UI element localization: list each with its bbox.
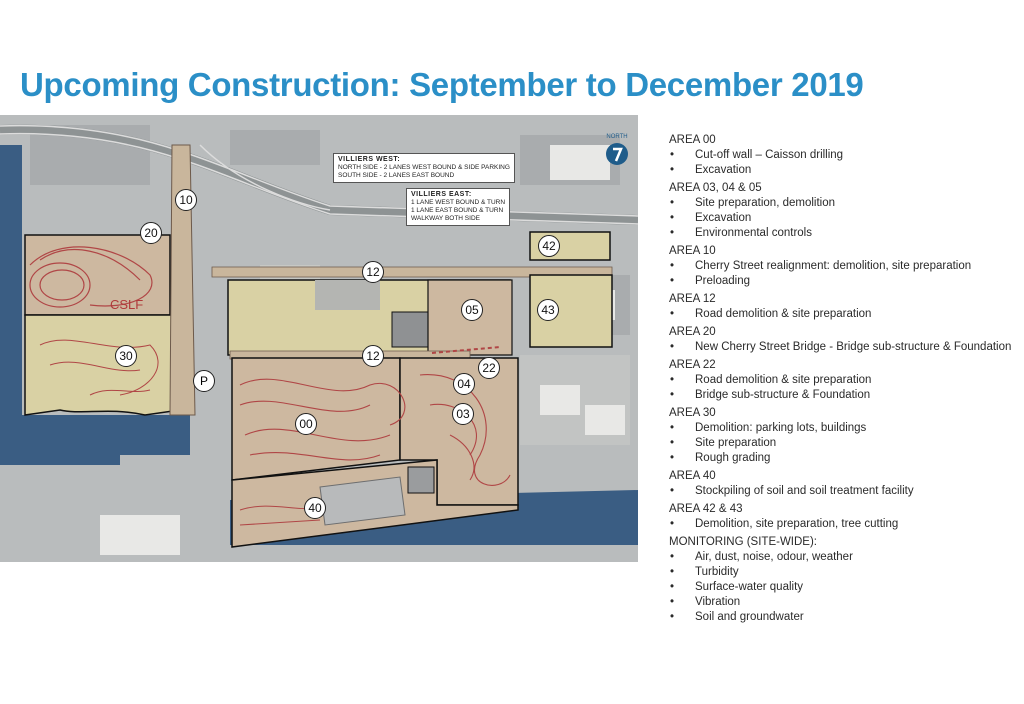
bullet-icon: •: [670, 227, 675, 239]
villiers-east-heading: VILLIERS EAST:: [411, 191, 472, 198]
parking-marker: P: [193, 370, 215, 392]
villiers-east-line-1: 1 LANE WEST BOUND & TURN: [411, 199, 506, 206]
bullet-icon: •: [670, 212, 675, 224]
zone-30: [25, 315, 180, 415]
area-marker-40: 40: [304, 497, 326, 519]
legend-section: [669, 469, 1021, 499]
legend-item: [669, 421, 1021, 436]
legend-section: [669, 358, 1021, 403]
area-marker-10: 10: [175, 189, 197, 211]
bullet-icon: •: [670, 551, 675, 563]
legend-item-text: Demolition: parking lots, buildings: [695, 422, 867, 434]
legend-heading: AREA 12: [669, 293, 716, 305]
legend-item-text: Environmental controls: [695, 227, 812, 239]
legend-item: [669, 211, 1021, 226]
legend-item: [669, 565, 1021, 580]
north-label: NORTH: [606, 134, 628, 140]
bullet-icon: •: [670, 197, 675, 209]
bullet-icon: •: [670, 437, 675, 449]
villiers-west-heading: VILLIERS WEST:: [338, 156, 401, 163]
villiers-west-line-1: NORTH SIDE - 2 LANES WEST BOUND & SIDE PARKING: [338, 164, 510, 171]
legend-item: [669, 595, 1021, 610]
legend-item: [669, 163, 1021, 178]
legend-heading: AREA 00: [669, 134, 716, 146]
cherry-street: [170, 145, 195, 415]
legend-item: [669, 196, 1021, 211]
bullet-icon: •: [670, 260, 675, 272]
legend-item: [669, 373, 1021, 388]
legend-heading: MONITORING (SITE-WIDE):: [669, 536, 818, 548]
legend-heading: AREA 30: [669, 407, 716, 419]
bullet-icon: •: [670, 308, 675, 320]
area-marker-22: 22: [478, 357, 500, 379]
legend-item: [669, 436, 1021, 451]
zone-cslf: [25, 235, 170, 315]
area-marker-20: 20: [140, 222, 162, 244]
area-marker-05: 05: [461, 299, 483, 321]
legend-item-text: Air, dust, noise, odour, weather: [695, 551, 853, 563]
area-marker-12-upper: 12: [362, 261, 384, 283]
bullet-icon: •: [670, 596, 675, 608]
area-marker-00: 00: [295, 413, 317, 435]
legend-section: [669, 502, 1021, 532]
legend-item-text: Vibration: [695, 596, 741, 608]
bullet-icon: •: [670, 611, 675, 623]
villiers-east-callout: [406, 188, 510, 226]
page-title: Upcoming Construction: September to December 2019: [20, 66, 864, 103]
site-map: [0, 115, 638, 562]
villiers-west-line-2: SOUTH SIDE - 2 LANES EAST BOUND: [338, 172, 455, 179]
legend-item-text: Bridge sub-structure & Foundation: [695, 389, 871, 401]
bullet-icon: •: [670, 275, 675, 287]
legend-heading: AREA 40: [669, 470, 716, 482]
legend-item-text: Excavation: [695, 164, 752, 176]
legend-heading: AREA 10: [669, 245, 716, 257]
legend-item: [669, 610, 1021, 625]
legend-item: [669, 226, 1021, 241]
legend-section: [669, 133, 1021, 178]
bullet-icon: •: [670, 341, 675, 353]
legend-item-text: Road demolition & site preparation: [695, 308, 872, 320]
legend-item-text: Cherry Street realignment: demolition, site preparation: [695, 260, 972, 272]
area-marker-03: 03: [452, 403, 474, 425]
legend-section: [669, 292, 1021, 322]
legend-item-text: Rough grading: [695, 452, 771, 464]
legend-item: [669, 340, 1021, 355]
area-marker-43: 43: [537, 299, 559, 321]
legend-item-text: New Cherry Street Bridge - Bridge sub-structure & Foundation: [695, 341, 1012, 353]
bullet-icon: •: [670, 389, 675, 401]
legend-item: [669, 259, 1021, 274]
bullet-icon: •: [670, 581, 675, 593]
legend-heading: AREA 03, 04 & 05: [669, 182, 762, 194]
legend-item: [669, 274, 1021, 289]
legend-section: [669, 181, 1021, 241]
bullet-icon: •: [670, 452, 675, 464]
bullet-icon: •: [670, 164, 675, 176]
villiers-west-callout: [333, 153, 515, 183]
legend-item-text: Stockpiling of soil and soil treatment facility: [695, 485, 914, 497]
villiers-east-line-3: WALKWAY BOTH SIDE: [411, 215, 480, 222]
legend-section: [669, 406, 1021, 466]
cslf-label: CSLF: [110, 297, 144, 312]
legend-section: [669, 535, 1021, 625]
legend-heading: AREA 42 & 43: [669, 503, 743, 515]
legend-section: [669, 325, 1021, 355]
legend-item: [669, 388, 1021, 403]
legend-section: [669, 244, 1021, 289]
legend-item: [669, 307, 1021, 322]
legend-item: [669, 517, 1021, 532]
bullet-icon: •: [670, 149, 675, 161]
legend-item-text: Surface-water quality: [695, 581, 804, 593]
area-marker-04: 04: [453, 373, 475, 395]
legend-item-text: Demolition, site preparation, tree cutting: [695, 518, 899, 530]
legend-item-text: Site preparation, demolition: [695, 197, 835, 209]
legend-item-text: Road demolition & site preparation: [695, 374, 872, 386]
legend-item-text: Turbidity: [695, 566, 739, 578]
legend-item: [669, 550, 1021, 565]
legend-item: [669, 451, 1021, 466]
bullet-icon: •: [670, 566, 675, 578]
bullet-icon: •: [670, 374, 675, 386]
bullet-icon: •: [670, 422, 675, 434]
legend-item-text: Site preparation: [695, 437, 777, 449]
legend-panel: [669, 133, 1021, 628]
legend-item-text: Soil and groundwater: [695, 611, 804, 623]
legend-item-text: Excavation: [695, 212, 752, 224]
north-arrow-icon: [597, 130, 637, 170]
legend-heading: AREA 20: [669, 326, 716, 338]
legend-item-text: Cut-off wall – Caisson drilling: [695, 149, 844, 161]
area-marker-30: 30: [115, 345, 137, 367]
legend-item: [669, 148, 1021, 163]
legend-item: [669, 484, 1021, 499]
bullet-icon: •: [670, 485, 675, 497]
aerial-map-svg: [0, 115, 638, 562]
villiers-east-line-2: 1 LANE EAST BOUND & TURN: [411, 207, 504, 214]
legend-heading: AREA 22: [669, 359, 716, 371]
area-marker-12-lower: 12: [362, 345, 384, 367]
area-marker-42: 42: [538, 235, 560, 257]
legend-item: [669, 580, 1021, 595]
bullet-icon: •: [670, 518, 675, 530]
legend-item-text: Preloading: [695, 275, 750, 287]
